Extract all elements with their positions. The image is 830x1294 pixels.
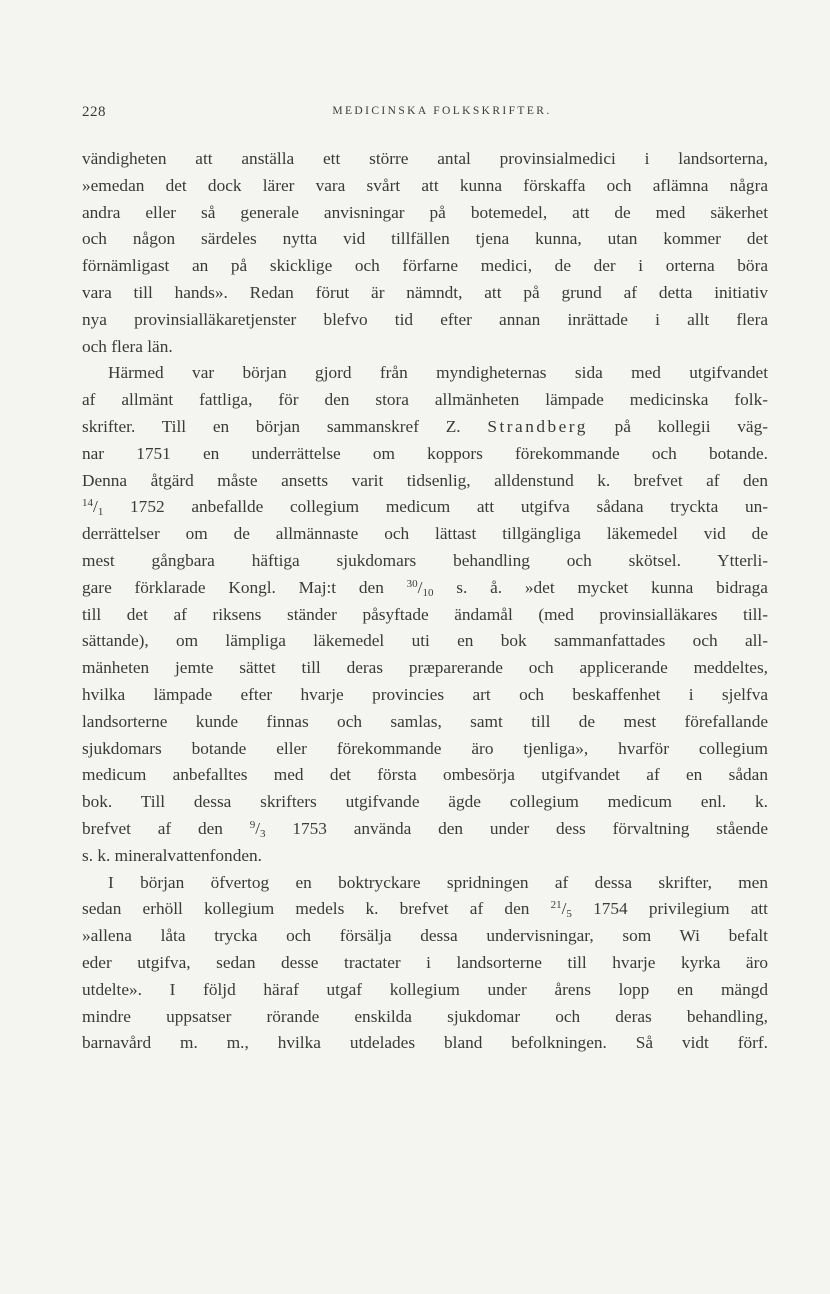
- text-line: mest gångbara häftiga sjukdomars behandling och skötsel. Ytterli-: [82, 550, 768, 570]
- text-line: sedan erhöll kollegium medels k. brefvet af den $^{21}/_5$ 1754 privilegium att: [82, 899, 768, 921]
- text-line: medicum anbefalltes med det första ombesörja utgifvandet af en sådan: [82, 765, 768, 785]
- text-line: Denna åtgärd måste ansetts varit tidsenlig, alldenstund k. brefvet af den: [82, 470, 768, 490]
- text-line: utdelte». I följd häraf utgaf kollegium under årens lopp en mängd: [82, 979, 768, 999]
- text-line: vara till hands». Redan förut är nämndt, att på grund af detta initiativ: [82, 282, 768, 302]
- date-day: 14: [82, 497, 93, 510]
- text-line: gare förklarade Kongl. Maj:t den $^{30}/_{10}$ s. å. »det mycket kunna bidraga: [82, 577, 768, 599]
- text-line: mindre uppsatser rörande enskilda sjukdomar och deras behandling,: [82, 1006, 768, 1026]
- text-line: barnavård m. m., hvilka utdelades bland befolkningen. Så vidt förf.: [82, 1033, 768, 1053]
- body-text: [82, 146, 768, 1057]
- date-month: 3: [260, 827, 266, 840]
- text-line: hvilka lämpade efter hvarje provincies art och beskaffenhet i sjelfva: [82, 684, 768, 704]
- date-day: 21: [550, 899, 562, 912]
- text-line: vändigheten att anställa ett större antal provinsialmedici i landsorterna,: [82, 149, 768, 168]
- date-month: 10: [422, 586, 434, 599]
- text-line: landsorterne kunde finnas och samlas, samt till de mest förefallande: [82, 711, 768, 731]
- text-line: brefvet af den $^9/_3$ 1753 använda den under dess förvaltning stående: [82, 818, 768, 840]
- text-line: eder utgifva, sedan desse tractater i landsorterne till hvarje kyrka äro: [82, 952, 768, 972]
- text-line: andra eller så generale anvisningar på botemedel, att de med säkerhet: [82, 202, 768, 222]
- running-title: MEDICINSKA FOLKSKRIFTER.: [332, 105, 552, 117]
- text-line: s. k. mineralvattenfonden.: [82, 845, 262, 865]
- text-line: I början öfvertog en boktryckare spridningen af dessa skrifter, men: [108, 872, 768, 892]
- text-line: Härmed var början gjord från myndigheternas sida med utgifvandet: [108, 363, 768, 383]
- text-line: nar 1751 en underrättelse om koppors förekommande och botande.: [82, 443, 768, 463]
- text-line: förnämligast an på skicklige och förfarne medici, de der i orterna böra: [82, 256, 768, 276]
- text-line: nya provinsialläkaretjenster blefvo tid efter annan inrättade i allt flera: [82, 309, 768, 329]
- date-month: 5: [566, 908, 572, 921]
- page-number: 228: [82, 104, 106, 120]
- text-line: af allmänt fattliga, för den stora allmänheten lämpade medicinska folk-: [82, 390, 768, 410]
- date-day: 30: [406, 577, 418, 590]
- text-line: och någon särdeles nytta vid tillfällen tjena kunna, utan kommer det: [82, 229, 768, 249]
- text-line: sjukdomars botande eller förekommande äro tjenliga», hvarför collegium: [82, 738, 768, 758]
- text-line: till det af riksens ständer påsyftade ändamål (med provinsialläkares till-: [82, 604, 768, 624]
- text-line: skrifter. Till en början sammanskref Z. Strandberg på kollegii väg-: [82, 416, 768, 436]
- text-line: och flera län.: [82, 336, 173, 356]
- text-line: mänheten jemte sättet till deras præparerande och applicerande meddeltes,: [82, 658, 768, 678]
- text-line: »emedan det dock lärer vara svårt att kunna förskaffa och aflämna några: [82, 175, 768, 195]
- spaced-name: Strandberg: [487, 416, 588, 436]
- text-line: derrättelser om de allmännaste och lättast tillgängliga läkemedel vid de: [82, 524, 768, 544]
- text-line: bok. Till dessa skrifters utgifvande ägde collegium medicum enl. k.: [82, 792, 768, 812]
- text-line: $^{14}/_1$ 1752 anbefallde collegium medicum att utgifva sådana tryckta un-: [82, 497, 768, 519]
- text-line: sättande), om lämpliga läkemedel uti en bok sammanfattades och all-: [82, 631, 768, 651]
- running-head: [82, 104, 762, 128]
- date-month: 1: [97, 506, 104, 519]
- date-day: 9: [249, 818, 256, 831]
- text-line: »allena låta trycka och försälja dessa undervisningar, som Wi befalt: [82, 926, 768, 946]
